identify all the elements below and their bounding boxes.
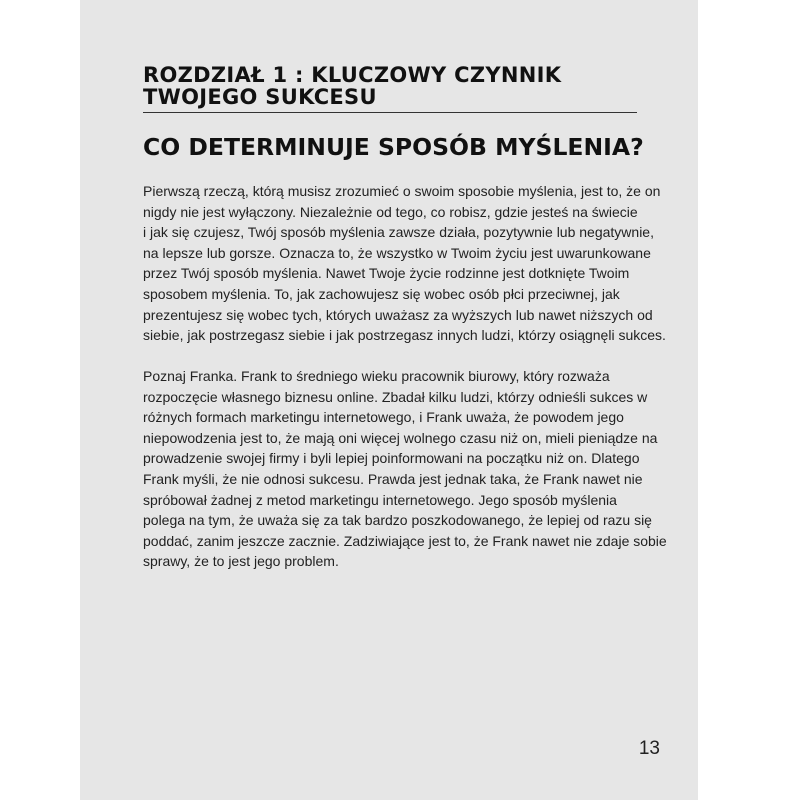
paragraph-line: sposobem myślenia. To, jak zachowujesz się wobec osób płci przeciwnej, jak bbox=[143, 285, 620, 302]
paragraph-line: poddać, zanim jeszcze zacznie. Zadziwiające jest to, że Frank nawet nie zdaje sobie bbox=[143, 532, 667, 549]
paragraph-line: Poznaj Franka. Frank to średniego wieku pracownik biurowy, który rozważa bbox=[143, 368, 610, 384]
paragraph-1 bbox=[143, 181, 666, 346]
paragraph-line: przez Twój sposób myślenia. Nawet Twoje życie rodzinne jest dotknięte Twoim bbox=[143, 265, 630, 282]
paragraph-line: niepowodzenia jest to, że mają oni więcej wolnego czasu niż on, mieli pieniądze na bbox=[143, 429, 658, 446]
paragraph-line: prezentujesz się wobec tych, których uważasz za wyższych lub nawet niższych od bbox=[143, 306, 653, 323]
paragraph-line: i jak się czujesz, Twój sposób myślenia zawsze działa, pozytywnie lub negatywnie, bbox=[143, 224, 654, 241]
chapter-heading bbox=[143, 64, 637, 108]
paragraph-line: Pierwszą rzeczą, którą musisz zrozumieć o swoim sposobie myślenia, jest to, że on bbox=[143, 183, 661, 199]
paragraph-line: spróbował żadnej z metod marketingu internetowego. Jego sposób myślenia bbox=[143, 491, 617, 508]
paragraph-line: prowadzenie swojej firmy i byli lepiej poinformowani na początku niż on. Dlatego bbox=[143, 450, 640, 467]
paragraph-line: Frank myśli, że nie odnosi sukcesu. Prawda jest jednak taka, że Frank nawet nie bbox=[143, 470, 643, 487]
paragraph-line: polega na tym, że uważa się za tak bardzo poszkodowanego, że lepiej od razu się bbox=[143, 512, 652, 529]
chapter-heading-line-2: TWOJEGO SUKCESU bbox=[143, 85, 377, 109]
paragraph-line: rozpoczęcie własnego biznesu online. Zbadał kilku ludzi, którzy odnieśli sukces w bbox=[143, 388, 648, 405]
paragraph-2 bbox=[143, 366, 667, 572]
heading-divider bbox=[143, 112, 637, 113]
page-number: 13 bbox=[638, 738, 660, 759]
section-title: CO DETERMINUJE SPOSÓB MYŚLENIA? bbox=[143, 133, 644, 161]
paragraph-line: różnych formach marketingu internetowego, i Frank uważa, że powodem jego bbox=[143, 409, 624, 426]
chapter-heading-line-1: ROZDZIAŁ 1 : KLUCZOWY CZYNNIK bbox=[143, 63, 562, 87]
paragraph-line: siebie, jak postrzegasz siebie i jak postrzegasz innych ludzi, którzy osiągnęli sukces. bbox=[143, 327, 666, 344]
paragraph-line: sprawy, że to jest jego problem. bbox=[143, 553, 339, 570]
paragraph-line: na lepsze lub gorsze. Oznacza to, że wszystko w Twoim życiu jest uwarunkowane bbox=[143, 244, 651, 261]
paragraph-line: nigdy nie jest wyłączony. Niezależnie od tego, co robisz, gdzie jesteś na świecie bbox=[143, 203, 638, 220]
